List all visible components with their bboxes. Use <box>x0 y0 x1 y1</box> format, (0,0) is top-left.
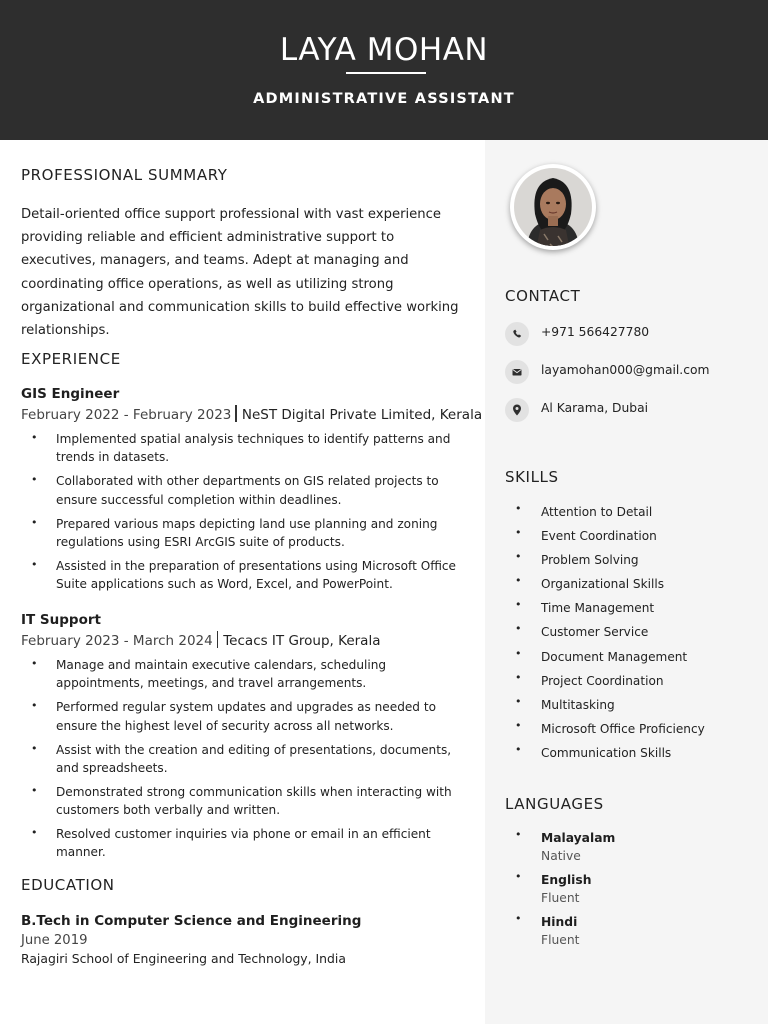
education-degree: B.Tech in Computer Science and Engineering <box>21 913 362 929</box>
education-heading: EDUCATION <box>21 876 115 894</box>
language-name: Hindi <box>541 915 578 929</box>
job-meta <box>21 631 380 649</box>
job-bullets <box>31 656 461 867</box>
bullet-dot: • <box>515 828 522 841</box>
resume-header <box>0 0 768 140</box>
bullet-item: • Manage and maintain executive calendars, scheduling appointments, meetings, and travel arrangements. <box>31 656 461 693</box>
bullet-item: • Demonstrated strong communication skills when interacting with customers both verbally and written. <box>31 783 461 820</box>
bullet-item: • Collaborated with other departments on GIS related projects to ensure successful completion within deadlines. <box>31 472 461 509</box>
bullet-item: • Implemented spatial analysis techniques to identify patterns and trends in datasets. <box>31 430 461 467</box>
skill-item: • Multitasking <box>515 696 705 720</box>
job-company: NeST Digital Private Limited, Kerala <box>241 407 483 423</box>
skill-item: • Organizational Skills <box>515 575 705 599</box>
skill-item: • Project Coordination <box>515 672 705 696</box>
location-text: Al Karama, Dubai <box>541 401 649 415</box>
skill-item: • Document Management <box>515 648 705 672</box>
skills-heading: SKILLS <box>505 468 559 486</box>
meta-divider <box>235 405 237 422</box>
experience-heading: EXPERIENCE <box>21 350 121 368</box>
bullet-item: • Assisted in the preparation of presentations using Microsoft Office Suite applications such as Word, Excel, and PowerPoint. <box>31 557 461 594</box>
job-dates: February 2023 - March 2024 <box>21 633 213 649</box>
languages-heading: LANGUAGES <box>505 795 604 813</box>
education-school: Rajagiri School of Engineering and Technology, India <box>21 951 346 966</box>
candidate-role: ADMINISTRATIVE ASSISTANT <box>253 91 515 107</box>
email-icon <box>505 360 529 384</box>
skill-item: • Customer Service <box>515 623 705 647</box>
education-date: June 2019 <box>21 933 88 948</box>
skill-item: • Event Coordination <box>515 527 705 551</box>
job-title: IT Support <box>21 612 101 628</box>
phone-text[interactable]: +971 566427780 <box>541 325 650 339</box>
email-text[interactable]: layamohan000@gmail.com <box>541 363 710 377</box>
bullet-item: • Prepared various maps depicting land use planning and zoning regulations using ESRI ArcGIS suite of products. <box>31 515 461 552</box>
candidate-name: LAYA MOHAN <box>279 32 489 68</box>
job-bullets <box>31 430 461 599</box>
bullet-dot: • <box>515 870 522 883</box>
bullet-item: • Resolved customer inquiries via phone or email in an efficient manner. <box>31 825 461 862</box>
skill-item: • Communication Skills <box>515 744 705 768</box>
job-dates: February 2022 - February 2023 <box>21 407 232 423</box>
bullet-item: • Assist with the creation and editing of presentations, documents, and spreadsheets. <box>31 741 461 778</box>
language-level: Native <box>541 849 581 863</box>
profile-photo <box>510 164 596 250</box>
bullet-item: • Performed regular system updates and upgrades as needed to ensure the highest level of security across all networks. <box>31 698 461 735</box>
bullet-dot: • <box>515 912 522 925</box>
name-underline <box>346 72 426 74</box>
job-company: Tecacs IT Group, Kerala <box>223 633 381 649</box>
job-meta <box>21 405 482 423</box>
skills-list <box>515 503 705 768</box>
meta-divider <box>217 631 219 648</box>
skill-item: • Attention to Detail <box>515 503 705 527</box>
language-level: Fluent <box>541 933 580 947</box>
job-title: GIS Engineer <box>21 386 120 402</box>
avatar <box>510 164 596 250</box>
skill-item: • Time Management <box>515 599 705 623</box>
contact-heading: CONTACT <box>505 287 581 305</box>
location-pin-icon <box>505 398 529 422</box>
language-level: Fluent <box>541 891 580 905</box>
language-name: English <box>541 873 592 887</box>
summary-text: Detail-oriented office support professional with vast experience providing reliable and efficient administrative support to executives, managers, and teams. Adept at managing and coordinating office operations, as well as utilizing strong organizational and communication skills to build effective working relationships. <box>21 207 459 339</box>
skill-item: • Problem Solving <box>515 551 705 575</box>
summary-heading: PROFESSIONAL SUMMARY <box>21 166 228 184</box>
skill-item: • Microsoft Office Proficiency <box>515 720 705 744</box>
phone-icon <box>505 322 529 346</box>
language-name: Malayalam <box>541 831 616 845</box>
